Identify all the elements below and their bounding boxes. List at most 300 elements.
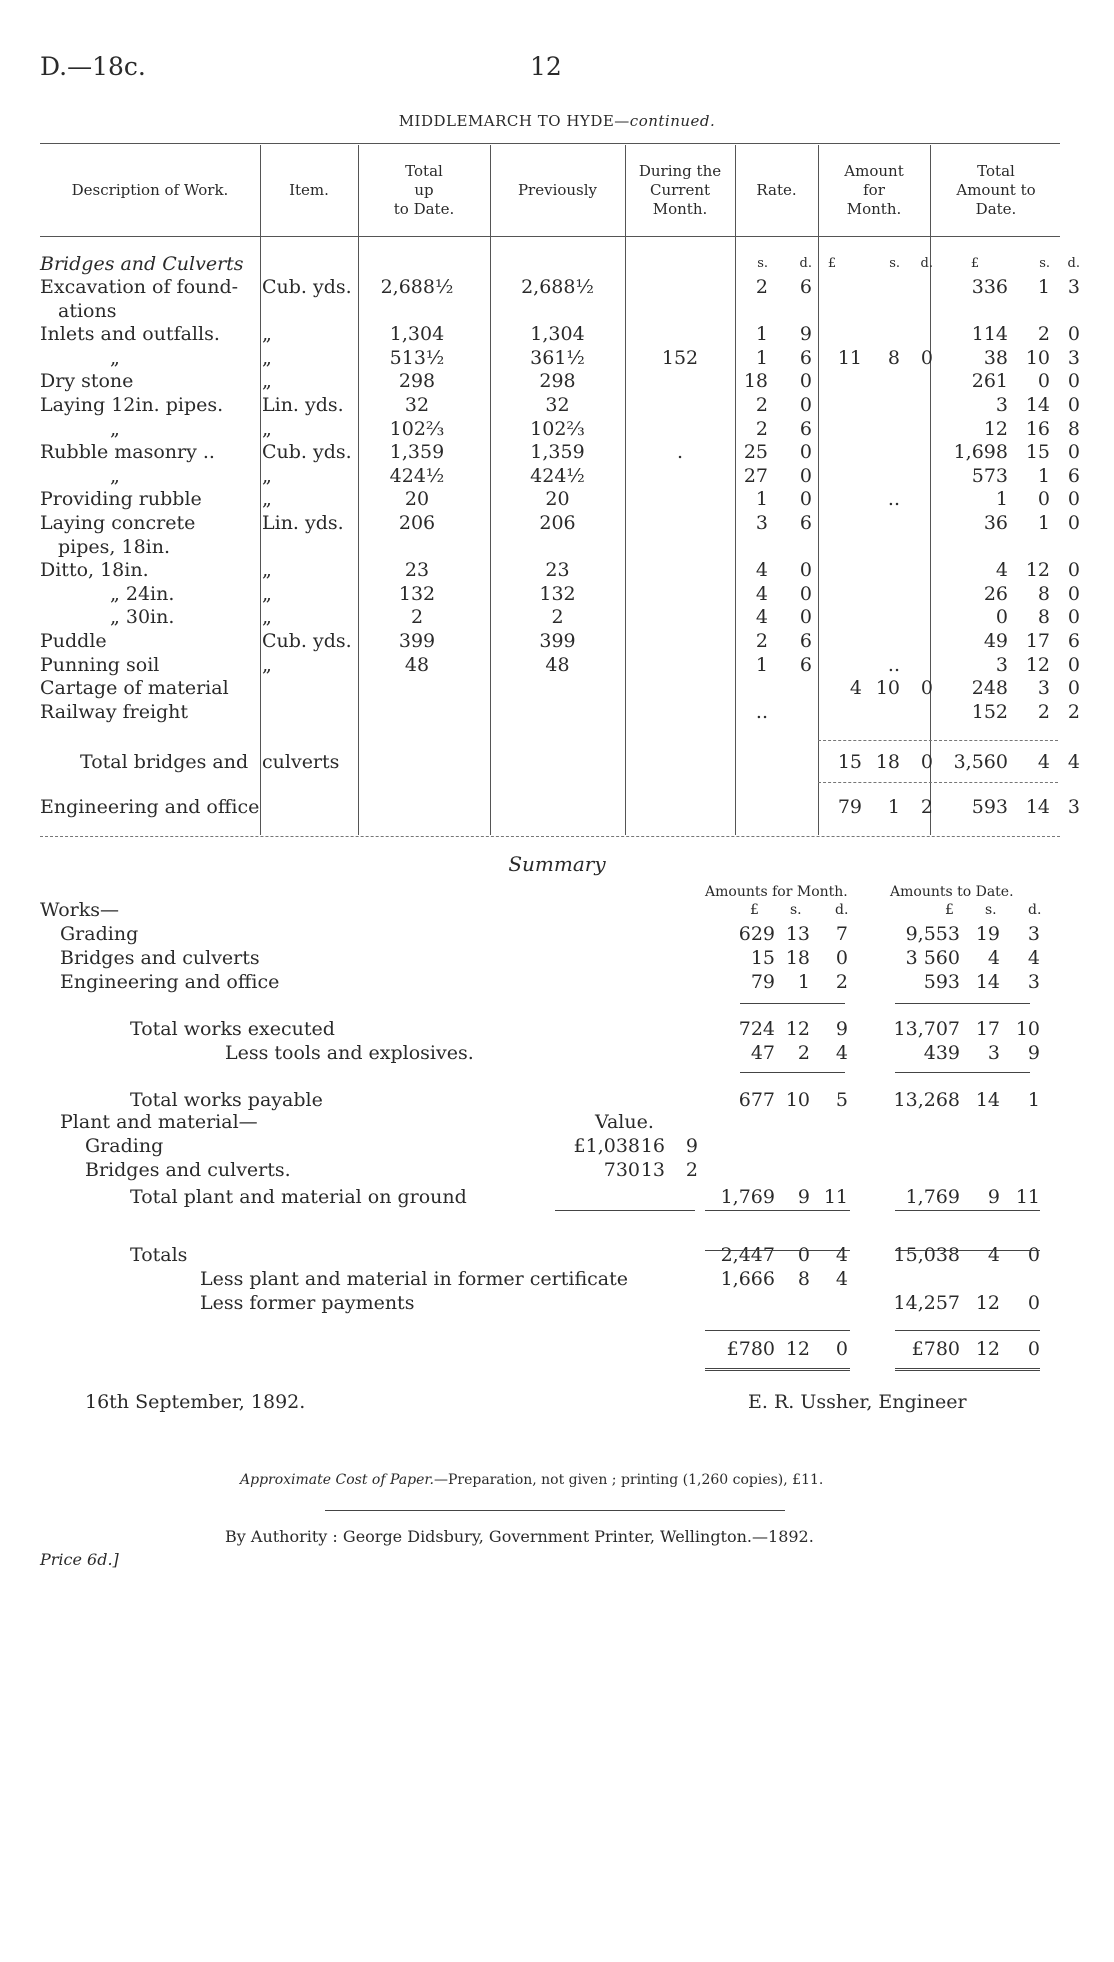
amount-month: 4	[835, 1244, 848, 1266]
section-heading: Bridges and Culverts	[40, 253, 244, 275]
total-label-item: culverts	[262, 751, 340, 773]
plant-label: Plant and material—	[60, 1111, 258, 1133]
sum-rule	[895, 1210, 1040, 1211]
amount-month: 4	[835, 1268, 848, 1290]
table-cell: 8	[1067, 417, 1080, 440]
table-cell: 1,359	[530, 441, 585, 464]
cell: 0	[920, 751, 933, 773]
table-cell: 23	[404, 559, 430, 582]
table-cell: 3	[1037, 677, 1050, 700]
section-title: MIDDLEMARCH TO HYDE—continued.	[398, 112, 716, 130]
col-header-rate: Rate.	[756, 181, 797, 199]
table-cell: ..	[887, 653, 900, 676]
table-cell: 132	[539, 582, 576, 605]
table-cell: 1,304	[530, 323, 585, 346]
plant-value: 2	[685, 1159, 698, 1181]
table-cell: 20	[545, 488, 570, 511]
table-row-engineering	[0, 795, 1114, 819]
row-description: „	[110, 346, 120, 369]
amount-date: 15,038	[893, 1244, 960, 1266]
table-cell: „	[262, 606, 272, 629]
col-header-total-amount: Total Amount to Date.	[956, 162, 1036, 218]
table-cell: 3	[995, 394, 1008, 416]
table-cell: 27	[743, 464, 768, 487]
table-cell: 4	[755, 582, 768, 605]
table-cell: 0	[799, 464, 812, 487]
unit-label: d.	[920, 256, 933, 271]
table-cell: 8	[1037, 606, 1050, 629]
table-cell: 2,688½	[380, 276, 454, 298]
table-cell: 2	[410, 606, 424, 629]
sum-rule	[895, 1003, 1030, 1004]
table-cell: 2	[755, 630, 768, 652]
table-cell: 298	[539, 370, 576, 393]
table-bottom-rule	[40, 836, 1060, 837]
table-cell: 0	[1067, 653, 1080, 676]
table-cell: „	[262, 582, 272, 605]
table-cell: 114	[971, 323, 1008, 346]
table-cell: 4	[995, 559, 1008, 582]
table-cell: 0	[1067, 582, 1080, 605]
cell: 3,560	[953, 751, 1008, 773]
amount-date: 9	[1027, 1042, 1040, 1064]
plant-value: 9	[685, 1135, 698, 1157]
table-cell: 1	[1037, 512, 1050, 534]
row-description: Puddle	[40, 630, 107, 652]
unit-label: £	[827, 256, 837, 271]
table-cell: 248	[971, 677, 1008, 700]
table-cell: 102⅔	[530, 417, 585, 440]
amount-month: 2	[797, 1042, 810, 1064]
table-cell: 3	[1067, 346, 1080, 369]
table-cell: 399	[539, 630, 576, 652]
row-description: Excavation of found-	[40, 276, 239, 298]
amount-month: 629	[738, 923, 775, 945]
cell: 3	[1067, 796, 1080, 818]
amount-date: 13,707	[893, 1018, 960, 1040]
table-cell: 11	[837, 346, 862, 369]
table-cell: 6	[799, 512, 812, 534]
amount-month: 13	[785, 923, 810, 945]
table-cell: Cub. yds.	[262, 276, 352, 298]
unit-label: £	[945, 902, 954, 918]
table-cell: 2,688½	[521, 276, 594, 298]
table-cell: „	[262, 559, 272, 582]
table-cell: 152	[661, 346, 699, 369]
price-label: Price 6d.]	[40, 1550, 119, 1569]
row-description: Ditto, 18in.	[40, 559, 149, 582]
table-cell: 0	[799, 441, 812, 464]
cell: 15	[837, 751, 862, 773]
final-amount-month: 12	[785, 1338, 810, 1360]
cell: 593	[971, 796, 1008, 818]
amount-month: 677	[738, 1089, 775, 1111]
summary-line-label: Total works payable	[130, 1089, 323, 1111]
table-cell: 0	[799, 370, 812, 393]
amount-date: 17	[975, 1018, 1000, 1040]
table-cell: 152	[971, 700, 1008, 723]
amount-month: 9	[797, 1186, 810, 1208]
table-row	[0, 369, 1114, 393]
table-cell: 1	[755, 488, 768, 511]
cell: 79	[837, 796, 862, 818]
amount-date: 593	[923, 971, 960, 993]
amount-date: 14	[975, 971, 1000, 993]
engineering-label: Engineering and office	[40, 796, 260, 818]
table-cell: 9	[799, 323, 812, 346]
row-description: „ 30in.	[110, 606, 175, 629]
unit-label: £	[970, 256, 980, 271]
table-cell: 399	[398, 630, 436, 652]
sum-rule	[555, 1210, 695, 1211]
table-cell: 6	[1067, 630, 1080, 652]
amount-date: 1	[1027, 1089, 1040, 1111]
table-row	[0, 464, 1114, 488]
amount-date: 4	[987, 947, 1000, 969]
unit-label: s.	[889, 256, 900, 271]
table-cell: Lin. yds.	[262, 394, 344, 416]
table-cell: 3	[755, 512, 768, 534]
value-label: Value.	[595, 1111, 654, 1133]
table-row	[0, 417, 1114, 441]
table-cell: 3	[1067, 276, 1080, 298]
sum-rule	[705, 1210, 850, 1211]
amount-month: 79	[750, 971, 775, 993]
table-row	[0, 629, 1114, 653]
row-description: Laying 12in. pipes.	[40, 394, 224, 416]
table-row	[0, 322, 1114, 346]
unit-label: s.	[1039, 256, 1050, 271]
table-cell: 4	[755, 559, 768, 582]
table-cell: .	[676, 441, 684, 464]
table-cell: 336	[971, 276, 1008, 298]
amount-date: 13,268	[893, 1089, 960, 1111]
row-description: „	[110, 464, 120, 487]
subtotal-rule	[818, 740, 1058, 741]
amount-date: 19	[975, 923, 1000, 945]
amount-date: 4	[1027, 947, 1040, 969]
table-cell: 2	[755, 417, 768, 440]
table-cell: 1,304	[389, 323, 445, 346]
amount-date: 4	[987, 1244, 1000, 1266]
col-header-amount-month: Amount for Month.	[844, 162, 904, 218]
summary-line-label: Bridges and culverts.	[85, 1159, 291, 1181]
table-cell: 102⅔	[389, 417, 445, 440]
row-description: Inlets and outfalls.	[40, 323, 220, 346]
table-cell: 298	[398, 370, 436, 393]
table-cell: 424½	[389, 464, 445, 487]
amount-date: 3	[1027, 971, 1040, 993]
row-description: Providing rubble	[40, 488, 202, 511]
row-description: pipes, 18in.	[58, 535, 171, 558]
summary-line-label: Less former payments	[200, 1292, 415, 1314]
engineer-signature: E. R. Ussher, Engineer	[748, 1391, 967, 1413]
table-cell: Cub. yds.	[262, 441, 352, 464]
sum-rule	[705, 1250, 850, 1251]
table-cell: 6	[799, 653, 812, 676]
table-cell: 48	[404, 653, 430, 676]
table-cell: 1	[755, 323, 768, 346]
amount-month: 15	[750, 947, 775, 969]
table-cell: 12	[983, 417, 1008, 440]
table-cell: 20	[404, 488, 430, 511]
row-description: Rubble masonry ..	[40, 441, 215, 464]
amount-month: 0	[797, 1244, 810, 1266]
cell: 4	[1067, 751, 1080, 773]
sum-rule	[895, 1250, 1040, 1251]
table-row	[0, 676, 1114, 700]
amount-date: 14	[975, 1089, 1000, 1111]
works-label: Works—	[40, 899, 120, 921]
units-row	[0, 252, 1114, 276]
table-cell: 1,698	[953, 441, 1008, 464]
amount-month: 1,666	[720, 1268, 775, 1290]
table-row	[0, 487, 1114, 511]
table-cell: „	[262, 653, 272, 676]
amount-month: 47	[750, 1042, 775, 1064]
table-row	[0, 558, 1114, 582]
summary-line-label: Engineering and office	[60, 971, 280, 993]
amount-month: 10	[785, 1089, 810, 1111]
table-cell: 18	[743, 370, 768, 393]
summary-line-label: Totals	[130, 1244, 188, 1266]
table-cell: 0	[920, 346, 933, 369]
table-cell: ..	[887, 488, 900, 511]
document-code: D.—18c.	[40, 52, 146, 81]
total-label: Total bridges and	[80, 751, 249, 773]
table-cell: 6	[799, 346, 812, 369]
table-row	[0, 393, 1114, 417]
amount-date: 10	[1015, 1018, 1040, 1040]
table-cell: 0	[799, 582, 812, 605]
table-cell: 0	[1067, 394, 1080, 416]
table-cell: 0	[995, 606, 1008, 629]
table-cell: 4	[755, 606, 768, 629]
summary-title: Summary	[508, 852, 606, 876]
table-cell: 2	[755, 276, 768, 298]
table-cell: 0	[1037, 488, 1050, 511]
plant-value: 730	[603, 1159, 640, 1181]
table-cell: 0	[1067, 441, 1080, 464]
table-cell: „	[262, 346, 272, 369]
row-description: Punning soil	[40, 653, 160, 676]
summary-line-label: Grading	[60, 923, 139, 945]
table-cell: 6	[799, 276, 812, 298]
table-cell: 361½	[530, 346, 585, 369]
table-cell: 8	[1037, 582, 1050, 605]
amount-month: 1,769	[720, 1186, 775, 1208]
table-cell: 0	[799, 559, 812, 582]
table-cell: 6	[799, 417, 812, 440]
double-rule	[705, 1368, 850, 1371]
table-cell: 1	[755, 653, 768, 676]
table-cell: 424½	[530, 464, 585, 487]
table-cell: 0	[1067, 677, 1080, 700]
table-cell: 0	[920, 677, 933, 700]
table-cell: 206	[539, 512, 576, 534]
amount-month: 2	[835, 971, 848, 993]
table-cell: 25	[743, 441, 768, 464]
table-cell: 12	[1025, 559, 1050, 582]
table-cell: 49	[983, 630, 1008, 652]
table-cell: 0	[1067, 512, 1080, 534]
table-cell: 1	[1037, 464, 1050, 487]
amount-date: 9,553	[905, 923, 960, 945]
summary-line-label: Less tools and explosives.	[225, 1042, 474, 1064]
col-header-total-up-to-date: Total up to Date.	[393, 162, 455, 218]
table-cell: 206	[398, 512, 436, 534]
summary-line-label: Total plant and material on ground	[130, 1186, 467, 1208]
table-row	[0, 535, 1114, 559]
table-cell: 1,359	[389, 441, 445, 464]
amount-month: 11	[823, 1186, 848, 1208]
table-cell: 23	[545, 559, 570, 582]
sum-rule	[740, 1003, 845, 1004]
certificate-date: 16th September, 1892.	[85, 1391, 306, 1413]
plant-value: 16	[640, 1135, 665, 1157]
table-cell: 2	[1067, 700, 1080, 723]
final-amount-month: £780	[726, 1338, 775, 1360]
table-cell: 2	[1037, 323, 1050, 346]
table-cell: 38	[983, 346, 1008, 369]
table-cell: „	[262, 417, 272, 440]
table-row	[0, 511, 1114, 535]
table-cell: 0	[1067, 370, 1080, 393]
amount-month: 12	[785, 1018, 810, 1040]
plant-value: £1,038	[573, 1135, 640, 1157]
subtotal-rule	[818, 782, 1058, 783]
amount-date: 14,257	[893, 1292, 960, 1314]
table-row	[0, 605, 1114, 629]
amount-date: 11	[1015, 1186, 1040, 1208]
cell: 2	[920, 796, 933, 818]
table-cell: Cub. yds.	[262, 630, 352, 652]
table-row	[0, 700, 1114, 724]
unit-label: s.	[757, 256, 768, 271]
table-cell: ..	[755, 700, 768, 723]
row-description: Cartage of material	[40, 677, 229, 700]
amount-date: 439	[923, 1042, 960, 1064]
table-cell: 10	[1025, 346, 1050, 369]
row-description: Railway freight	[40, 700, 189, 723]
row-description: „	[110, 417, 120, 440]
cell: 1	[887, 796, 900, 818]
amount-month: 1	[797, 971, 810, 993]
cell: 4	[1037, 751, 1050, 773]
amount-month: 2,447	[720, 1244, 775, 1266]
final-amount-month: 0	[835, 1338, 848, 1360]
col-header-amounts-date: Amounts to Date.	[890, 884, 1014, 900]
table-row	[0, 582, 1114, 606]
table-cell: 6	[1067, 464, 1080, 487]
amount-date: 0	[1027, 1292, 1040, 1314]
row-description: Laying concrete	[40, 512, 196, 534]
table-cell: „	[262, 464, 272, 487]
table-cell: 0	[799, 488, 812, 511]
table-cell: 2	[755, 394, 768, 416]
cost-note: Approximate Cost of Paper.—Preparation, not given ; printing (1,260 copies), £11.	[240, 1472, 824, 1488]
table-cell: 6	[799, 630, 812, 652]
table-cell: 12	[1025, 653, 1050, 676]
table-cell: Lin. yds.	[262, 512, 344, 534]
table-top-rule	[40, 143, 1060, 144]
page-number: 12	[530, 52, 562, 81]
table-cell: 1	[1037, 276, 1050, 298]
summary-line-label: Less plant and material in former certificate	[200, 1268, 628, 1290]
amount-month: 7	[835, 923, 848, 945]
table-cell: 14	[1025, 394, 1050, 416]
plant-value: 13	[640, 1159, 665, 1181]
table-cell: 513½	[389, 346, 445, 369]
table-cell: 0	[1037, 370, 1050, 393]
table-cell: 0	[799, 394, 812, 416]
cell: 18	[875, 751, 900, 773]
summary-line-label: Bridges and culverts	[60, 947, 260, 969]
table-cell: 132	[398, 582, 436, 605]
table-cell: „	[262, 323, 272, 346]
amount-month: 0	[835, 947, 848, 969]
table-cell: 4	[849, 677, 862, 700]
table-row-total	[0, 750, 1114, 774]
amount-date: 9	[987, 1186, 1000, 1208]
sum-rule	[705, 1330, 850, 1331]
table-cell: 2	[551, 606, 564, 629]
unit-label: s.	[985, 902, 997, 918]
table-cell: 0	[1067, 606, 1080, 629]
table-cell: „	[262, 488, 272, 511]
table-cell: 3	[995, 653, 1008, 676]
final-amount-date: £780	[911, 1338, 960, 1360]
amount-date: 1,769	[905, 1186, 960, 1208]
amount-month: 18	[785, 947, 810, 969]
amount-date: 12	[975, 1292, 1000, 1314]
table-cell: 1	[995, 488, 1008, 511]
table-cell: 32	[545, 394, 570, 416]
table-cell: 0	[1067, 323, 1080, 346]
table-row	[0, 653, 1114, 677]
table-cell: 36	[983, 512, 1008, 534]
table-cell: 0	[799, 606, 812, 629]
table-cell: 261	[971, 370, 1008, 393]
amount-month: 5	[835, 1089, 848, 1111]
unit-label: d.	[1028, 902, 1042, 918]
table-cell: 2	[1037, 700, 1050, 723]
summary-line-label: Total works executed	[130, 1018, 335, 1040]
unit-label: s.	[790, 902, 802, 918]
table-header-rule	[40, 236, 1060, 237]
table-cell: 0	[1067, 559, 1080, 582]
unit-label: d.	[835, 902, 849, 918]
table-cell: 16	[1025, 417, 1050, 440]
authority-line: By Authority : George Didsbury, Government Printer, Wellington.—1892.	[225, 1527, 814, 1546]
table-cell: 26	[983, 582, 1008, 605]
table-cell: „	[262, 370, 272, 393]
unit-label: £	[750, 902, 759, 918]
amount-month: 9	[835, 1018, 848, 1040]
col-header-item: Item.	[289, 181, 329, 199]
table-cell: 32	[404, 394, 430, 416]
table-cell: 573	[971, 464, 1008, 487]
amount-date: 3	[987, 1042, 1000, 1064]
amount-month: 724	[738, 1018, 775, 1040]
table-row	[0, 346, 1114, 370]
table-cell: 1	[755, 346, 768, 369]
amount-date: 0	[1027, 1244, 1040, 1266]
col-header-description: Description of Work.	[71, 181, 229, 199]
table-cell: 8	[887, 346, 900, 369]
table-row	[0, 440, 1114, 464]
sum-rule	[740, 1072, 845, 1073]
